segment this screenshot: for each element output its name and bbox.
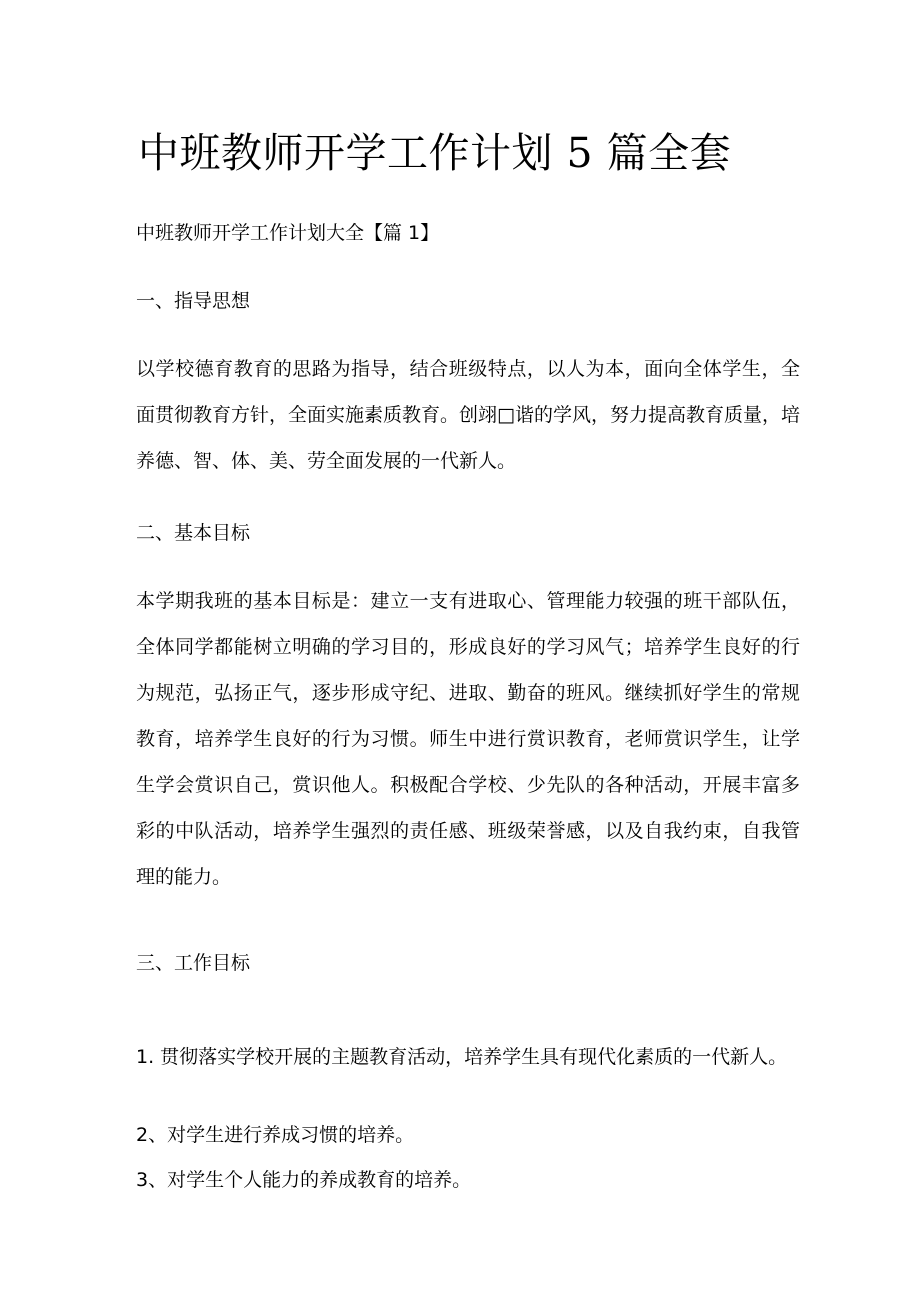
section-heading-basic-goals: 二、基本目标 bbox=[136, 522, 251, 544]
document-title: 中班教师开学工作计划 5 篇全套 bbox=[138, 129, 732, 177]
section-heading-guiding-thought: 一、指导思想 bbox=[136, 290, 251, 312]
section-body-basic-goals: 本学期我班的基本目标是：建立一支有进取心、管理能力较强的班干部队伍，全体同学都能树立明确的学习目的，形成良好的学习风气；培养学生良好的行为规范，弘扬正气，逐步形成守纪、进取、勤奋的班风。继续抓好学生的常规教育，培养学生良好的行为习惯。师生中进行赏识教育，老师赏识学生，让学生学会赏识自己，赏识他人。积极配合学校、少先队的各种活动，开展丰富多彩的中队活动，培养学生强烈的责任感、班级荣誉感，以及自我约束，自我管理的能力。 bbox=[136, 590, 800, 888]
section-body-guiding-thought: 以学校德育教育的思路为指导，结合班级特点，以人为本，面向全体学生，全面贯彻教育方针，全面实施素质教育。创翊□谐的学风，努力提高教育质量，培养德、智、体、美、劳全面发展的一代新人。 bbox=[136, 358, 800, 472]
section-heading-work-goals: 三、工作目标 bbox=[136, 952, 251, 974]
document-subtitle: 中班教师开学工作计划大全【篇 1】 bbox=[136, 222, 440, 244]
work-goal-item: 2、对学生进行养成习惯的培养。 bbox=[136, 1124, 415, 1146]
work-goal-item: 1. 贯彻落实学校开展的主题教育活动，培养学生具有现代化素质的一代新人。 bbox=[136, 1046, 788, 1068]
work-goal-item: 3、对学生个人能力的养成教育的培养。 bbox=[136, 1169, 472, 1191]
